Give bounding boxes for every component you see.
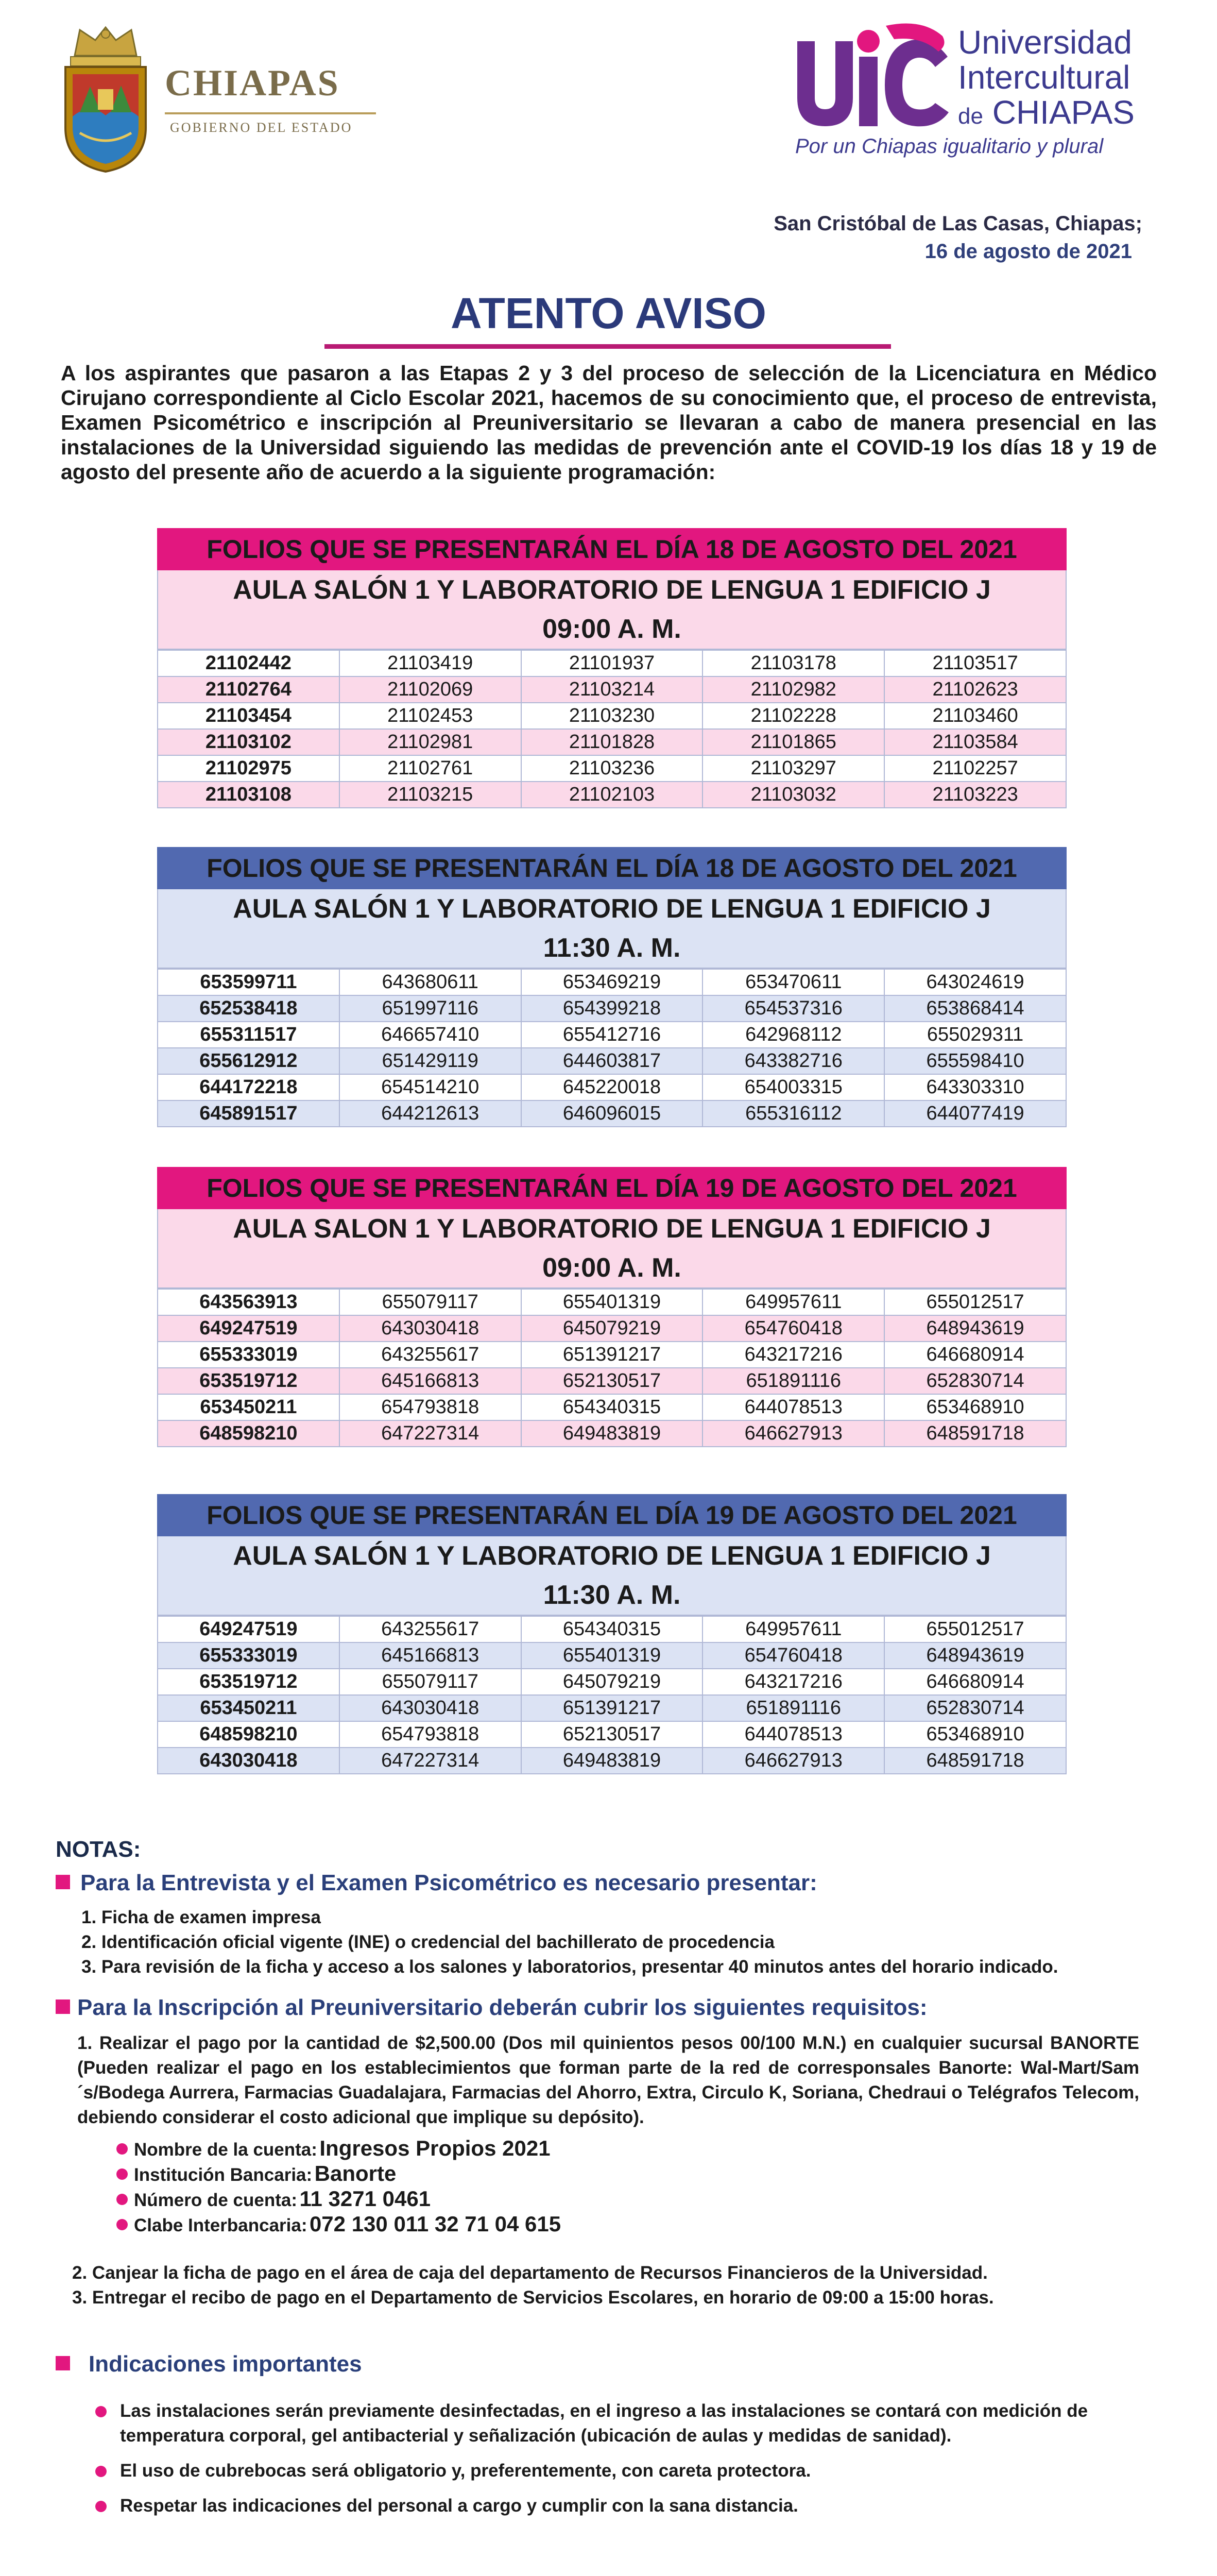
divider: [165, 112, 376, 114]
folio-cell: 645891517: [158, 1100, 339, 1127]
table-row: [158, 1100, 1066, 1127]
table-row: [158, 1289, 1066, 1315]
interview-requirements: [81, 1905, 1058, 1979]
folio-table: [157, 650, 1067, 808]
folio-cell: 646680914: [884, 1669, 1066, 1695]
table-row: [158, 729, 1066, 755]
university-logo: [793, 21, 1154, 175]
table-subheader: [157, 889, 1067, 969]
folio-cell: 21103584: [884, 729, 1066, 755]
folio-cell: 654514210: [339, 1074, 521, 1100]
table-row: [158, 1368, 1066, 1394]
important-heading: [56, 2351, 362, 2377]
folio-cell: 655401319: [521, 1289, 703, 1315]
table-row: [158, 1342, 1066, 1368]
table-row: [158, 1048, 1066, 1074]
room-label: AULA SALÓN 1 Y LABORATORIO DE LENGUA 1 EDIFICIO J: [233, 1541, 991, 1571]
place-line: San Cristóbal de Las Casas, Chiapas;: [774, 212, 1142, 235]
bank-detail-account-name: Nombre de la cuenta: Ingresos Propios 2021: [116, 2136, 561, 2161]
table-row: [158, 755, 1066, 782]
enroll-heading-text: Para la Inscripción al Preuniversitario deberán cubrir los siguientes requisitos:: [77, 1995, 928, 2020]
folio-cell: 653519712: [158, 1368, 339, 1394]
university-name-line2: Intercultural: [958, 59, 1130, 96]
folio-cell: 647227314: [339, 1420, 521, 1447]
intro-paragraph: A los aspirantes que pasaron a las Etapas 2 y 3 del proceso de selección de la Licenciatura en Médico Cirujano correspondiente al Ciclo Escolar 2021, hacemos de su conocimiento que, el proceso de entrevista, Examen Psicométrico e inscripción al Preuniversitario se llevaran a cabo de manera presencial en las instalaciones de la Universidad siguiendo las medidas de prevención ante el COVID-19 los días 18 y 19 de agosto del presente año de acuerdo a la siguiente programación:: [61, 361, 1157, 484]
folio-cell: 643680611: [339, 969, 521, 995]
folio-cell: 644603817: [521, 1048, 703, 1074]
folio-cell: 653599711: [158, 969, 339, 995]
folio-cell: 654760418: [702, 1315, 884, 1342]
time-label: 11:30 A. M.: [543, 1580, 681, 1610]
folio-cell: 646627913: [702, 1420, 884, 1447]
folio-cell: 643030418: [339, 1695, 521, 1721]
title-underline: [324, 344, 891, 349]
folio-cell: 21103419: [339, 650, 521, 676]
enroll-steps: [72, 2261, 994, 2310]
pink-dot-bullet-icon: [95, 2501, 107, 2512]
folio-cell: 655598410: [884, 1048, 1066, 1074]
folio-cell: 21102257: [884, 755, 1066, 782]
folio-cell: 655333019: [158, 1642, 339, 1669]
table-subheader: [157, 570, 1067, 650]
folio-cell: 648943619: [884, 1642, 1066, 1669]
folio-cell: 652830714: [884, 1368, 1066, 1394]
pink-square-bullet-icon: [56, 1999, 70, 2014]
bank-detail-institution: Institución Bancaria: Banorte: [116, 2161, 561, 2186]
folio-cell: 649483819: [521, 1420, 703, 1447]
folio-cell: 651997116: [339, 995, 521, 1022]
important-indications: [95, 2399, 1167, 2518]
room-label: AULA SALON 1 Y LABORATORIO DE LENGUA 1 EDIFICIO J: [233, 1214, 991, 1244]
folio-cell: 644212613: [339, 1100, 521, 1127]
table-row: [158, 1315, 1066, 1342]
folio-cell: 645079219: [521, 1315, 703, 1342]
pink-dot-bullet-icon: [116, 2143, 128, 2155]
folio-cell: 653468910: [884, 1394, 1066, 1420]
folio-cell: 651891116: [702, 1368, 884, 1394]
folio-cell: 649247519: [158, 1315, 339, 1342]
table-row: [158, 1616, 1066, 1642]
chiapas-government-logo: [59, 25, 379, 179]
folio-cell: 21101828: [521, 729, 703, 755]
folio-cell: 649957611: [702, 1616, 884, 1642]
folio-cell: 649483819: [521, 1748, 703, 1774]
folio-cell: 21103460: [884, 703, 1066, 729]
folio-cell: 643217216: [702, 1669, 884, 1695]
pink-square-bullet-icon: [56, 2356, 70, 2370]
table-row: [158, 703, 1066, 729]
folio-cell: 653450211: [158, 1394, 339, 1420]
folio-cell: 655401319: [521, 1642, 703, 1669]
folio-cell: 21102623: [884, 676, 1066, 703]
list-item: 2. Identificación oficial vigente (INE) o credencial del bachillerato de procedencia: [81, 1932, 775, 1952]
university-name-chiapas: CHIAPAS: [992, 94, 1135, 131]
table-row: [158, 676, 1066, 703]
interview-heading: [56, 1870, 817, 1896]
folio-cell: 655412716: [521, 1022, 703, 1048]
table-row: [158, 1721, 1066, 1748]
table-row: [158, 650, 1066, 676]
folio-cell: 654003315: [702, 1074, 884, 1100]
notice-title: ATENTO AVISO: [451, 289, 766, 337]
folio-cell: 648598210: [158, 1721, 339, 1748]
folio-cell: 655316112: [702, 1100, 884, 1127]
pink-dot-bullet-icon: [95, 2466, 107, 2477]
university-name-de: de: [958, 104, 983, 129]
folio-cell: 21103032: [702, 782, 884, 808]
folio-cell: 21103178: [702, 650, 884, 676]
table-row: [158, 1022, 1066, 1048]
table-row: [158, 1394, 1066, 1420]
folio-cell: 652830714: [884, 1695, 1066, 1721]
list-item: Respetar las indicaciones del personal a cargo y cumplir con la sana distancia.: [95, 2494, 1167, 2518]
folio-cell: 651391217: [521, 1695, 703, 1721]
enroll-heading: [56, 1995, 928, 2021]
folio-cell: 643255617: [339, 1616, 521, 1642]
folio-cell: 653469219: [521, 969, 703, 995]
university-tagline: Por un Chiapas igualitario y plural: [795, 135, 1104, 158]
folio-cell: 655311517: [158, 1022, 339, 1048]
list-item: 1. Ficha de examen impresa: [81, 1907, 321, 1927]
folio-cell: 655079117: [339, 1669, 521, 1695]
folio-cell: 655012517: [884, 1289, 1066, 1315]
table-row: [158, 1669, 1066, 1695]
folio-cell: 21103215: [339, 782, 521, 808]
folio-cell: 21103230: [521, 703, 703, 729]
folio-cell: 654793818: [339, 1721, 521, 1748]
folio-cell: 645079219: [521, 1669, 703, 1695]
pink-dot-bullet-icon: [116, 2219, 128, 2230]
table-header: FOLIOS QUE SE PRESENTARÁN EL DÍA 19 DE AGOSTO DEL 2021: [157, 1167, 1067, 1209]
folio-cell: 644078513: [702, 1394, 884, 1420]
notes-title: NOTAS:: [56, 1837, 141, 1862]
folio-cell: 643303310: [884, 1074, 1066, 1100]
list-item: 3. Para revisión de la ficha y acceso a los salones y laboratorios, presentar 40 minutos antes del horario indicado.: [81, 1957, 1058, 1977]
schedule-table-4: [157, 1494, 1067, 1774]
folio-cell: 643030418: [158, 1748, 339, 1774]
table-row: [158, 1420, 1066, 1447]
table-subheader: [157, 1209, 1067, 1289]
folio-cell: 21103236: [521, 755, 703, 782]
table-row: [158, 1748, 1066, 1774]
folio-cell: 648943619: [884, 1315, 1066, 1342]
folio-cell: 648591718: [884, 1420, 1066, 1447]
folio-cell: 652538418: [158, 995, 339, 1022]
bank-detail-account-number: Número de cuenta: 11 3271 0461: [116, 2186, 561, 2211]
folio-cell: 654793818: [339, 1394, 521, 1420]
folio-cell: 21103108: [158, 782, 339, 808]
folio-cell: 21103223: [884, 782, 1066, 808]
folio-cell: 21101865: [702, 729, 884, 755]
folio-cell: 645220018: [521, 1074, 703, 1100]
folio-cell: 643024619: [884, 969, 1066, 995]
list-item: 3. Entregar el recibo de pago en el Departamento de Servicios Escolares, en horario de 09:00 a 15:00 horas.: [72, 2287, 994, 2308]
room-label: AULA SALÓN 1 Y LABORATORIO DE LENGUA 1 EDIFICIO J: [233, 575, 991, 605]
folio-cell: 643563913: [158, 1289, 339, 1315]
folio-cell: 655029311: [884, 1022, 1066, 1048]
folio-cell: 646680914: [884, 1342, 1066, 1368]
room-label: AULA SALÓN 1 Y LABORATORIO DE LENGUA 1 EDIFICIO J: [233, 894, 991, 924]
table-row: [158, 969, 1066, 995]
schedule-table-3: [157, 1167, 1067, 1447]
folio-cell: 21103297: [702, 755, 884, 782]
folio-cell: 652130517: [521, 1721, 703, 1748]
folio-cell: 649957611: [702, 1289, 884, 1315]
table-row: [158, 1074, 1066, 1100]
table-subheader: [157, 1536, 1067, 1616]
folio-cell: 647227314: [339, 1748, 521, 1774]
university-name-line1: Universidad: [958, 24, 1132, 61]
folio-cell: 21101937: [521, 650, 703, 676]
schedule-table-1: [157, 528, 1067, 808]
folio-cell: 643382716: [702, 1048, 884, 1074]
table-header: FOLIOS QUE SE PRESENTARÁN EL DÍA 19 DE AGOSTO DEL 2021: [157, 1494, 1067, 1536]
folio-cell: 643217216: [702, 1342, 884, 1368]
pink-dot-bullet-icon: [116, 2168, 128, 2180]
folio-cell: 653468910: [884, 1721, 1066, 1748]
folio-cell: 21102442: [158, 650, 339, 676]
folio-cell: 21102764: [158, 676, 339, 703]
folio-cell: 651891116: [702, 1695, 884, 1721]
folio-cell: 642968112: [702, 1022, 884, 1048]
folio-cell: 653450211: [158, 1695, 339, 1721]
table-row: [158, 1642, 1066, 1669]
folio-table: [157, 1616, 1067, 1774]
folio-table: [157, 969, 1067, 1127]
time-label: 11:30 A. M.: [543, 933, 681, 963]
folio-cell: 646627913: [702, 1748, 884, 1774]
folio-table: [157, 1289, 1067, 1447]
folio-cell: 654399218: [521, 995, 703, 1022]
folio-cell: 644172218: [158, 1074, 339, 1100]
folio-cell: 649247519: [158, 1616, 339, 1642]
folio-cell: 21102103: [521, 782, 703, 808]
folio-cell: 21103102: [158, 729, 339, 755]
pink-dot-bullet-icon: [95, 2406, 107, 2417]
folio-cell: 648591718: [884, 1748, 1066, 1774]
folio-cell: 646096015: [521, 1100, 703, 1127]
list-item: Las instalaciones serán previamente desinfectadas, en el ingreso a las instalaciones se contará con medición de temperatura corporal, gel antibacterial y señalización (ubicación de aulas y medidas de sanidad).: [95, 2399, 1167, 2448]
folio-cell: 21102228: [702, 703, 884, 729]
folio-cell: 652130517: [521, 1368, 703, 1394]
table-row: [158, 995, 1066, 1022]
folio-cell: 655012517: [884, 1616, 1066, 1642]
uic-mark-icon: [793, 21, 953, 131]
folio-cell: 643255617: [339, 1342, 521, 1368]
folio-cell: 655333019: [158, 1342, 339, 1368]
pink-dot-bullet-icon: [116, 2194, 128, 2205]
folio-cell: 648598210: [158, 1420, 339, 1447]
list-item: 2. Canjear la ficha de pago en el área de caja del departamento de Recursos Financieros de la Universidad.: [72, 2263, 988, 2283]
table-header: FOLIOS QUE SE PRESENTARÁN EL DÍA 18 DE AGOSTO DEL 2021: [157, 847, 1067, 889]
chiapas-coat-of-arms-icon: [59, 25, 152, 174]
folio-cell: 654340315: [521, 1616, 703, 1642]
folio-cell: 654537316: [702, 995, 884, 1022]
folio-cell: 651391217: [521, 1342, 703, 1368]
folio-cell: 654340315: [521, 1394, 703, 1420]
time-label: 09:00 A. M.: [542, 614, 681, 644]
bank-details: [116, 2136, 561, 2236]
table-row: [158, 782, 1066, 808]
folio-cell: 654760418: [702, 1642, 884, 1669]
folio-cell: 645166813: [339, 1368, 521, 1394]
folio-cell: 21103517: [884, 650, 1066, 676]
folio-cell: 21102453: [339, 703, 521, 729]
folio-cell: 651429119: [339, 1048, 521, 1074]
bank-detail-clabe: Clabe Interbancaria: 072 130 011 32 71 04 615: [116, 2211, 561, 2236]
schedule-table-2: [157, 847, 1067, 1127]
folio-cell: 21103214: [521, 676, 703, 703]
chiapas-subtitle: GOBIERNO DEL ESTADO: [170, 120, 353, 135]
folio-cell: 645166813: [339, 1642, 521, 1669]
folio-cell: 653868414: [884, 995, 1066, 1022]
pink-square-bullet-icon: [56, 1875, 70, 1889]
chiapas-name: CHIAPAS: [165, 62, 340, 104]
folio-cell: 646657410: [339, 1022, 521, 1048]
folio-cell: 21102981: [339, 729, 521, 755]
time-label: 09:00 A. M.: [542, 1253, 681, 1283]
table-header: FOLIOS QUE SE PRESENTARÁN EL DÍA 18 DE AGOSTO DEL 2021: [157, 528, 1067, 570]
list-item: El uso de cubrebocas será obligatorio y, preferentemente, con careta protectora.: [95, 2459, 1167, 2483]
folio-cell: 643030418: [339, 1315, 521, 1342]
folio-cell: 644078513: [702, 1721, 884, 1748]
date-line: 16 de agosto de 2021: [924, 240, 1132, 263]
folio-cell: 21103454: [158, 703, 339, 729]
important-heading-text: Indicaciones importantes: [89, 2351, 362, 2377]
folio-cell: 21102982: [702, 676, 884, 703]
folio-cell: 655612912: [158, 1048, 339, 1074]
interview-heading-text: Para la Entrevista y el Examen Psicométrico es necesario presentar:: [80, 1870, 817, 1895]
folio-cell: 653519712: [158, 1669, 339, 1695]
folio-cell: 655079117: [339, 1289, 521, 1315]
payment-instructions: 1. Realizar el pago por la cantidad de $2,500.00 (Dos mil quinientos pesos 00/100 M.N.) en cualquier sucursal BANORTE (Pueden realizar el pago en los establecimientos que forman parte de la red de corresponsales Banorte: Wal-Mart/Sam´s/Bodega Aurrera, Farmacias Guadalajara, Farmacias del Ahorro, Extra, Circulo K, Soriana, Chedraui o Telégrafos Telecom, debiendo considerar el costo adicional que implique su depósito).: [77, 2033, 1139, 2127]
folio-cell: 21102975: [158, 755, 339, 782]
table-row: [158, 1695, 1066, 1721]
university-name-line3: [958, 96, 1135, 129]
folio-cell: 21102761: [339, 755, 521, 782]
folio-cell: 644077419: [884, 1100, 1066, 1127]
folio-cell: 21102069: [339, 676, 521, 703]
folio-cell: 653470611: [702, 969, 884, 995]
